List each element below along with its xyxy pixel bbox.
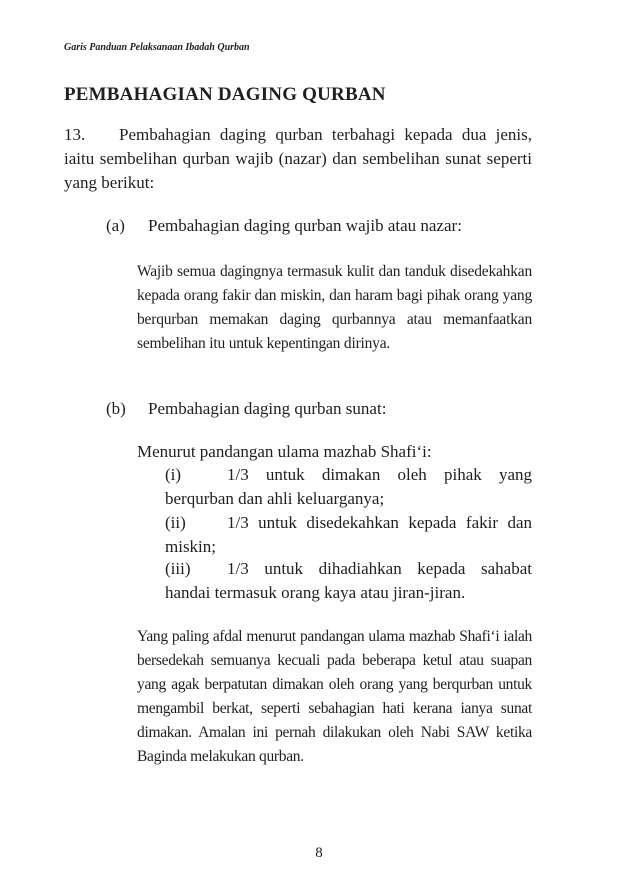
page-number: 8	[315, 845, 323, 861]
ratio-text: 1/3 untuk disedekahkan kepada fakir dan miskin;	[165, 513, 532, 556]
ratio-label: (i)	[165, 465, 182, 484]
paragraph-number: 13.	[64, 125, 86, 144]
item-b-intro: Menurut pandangan ulama mazhab Shafi‘i:	[137, 442, 432, 461]
item-b-label: (b)	[106, 399, 126, 418]
item-b-heading	[106, 397, 386, 421]
item-a-heading	[106, 214, 462, 238]
running-header: Garis Panduan Pelaksanaan Ibadah Qurban	[64, 42, 250, 53]
item-b-heading-text: Pembahagian daging qurban sunat:	[148, 399, 387, 418]
section-title: PEMBAHAGIAN DAGING QURBAN	[64, 84, 386, 105]
item-b-closing-text: Yang paling afdal menurut pandangan ulama mazhab Shafi‘i ialah bersedekah semuanya kecuali pada beberapa ketul atau suapan yang agak berpatutan dimakan oleh orang yang berqurban untuk mengambil berkat, seperti sebahagian hati kerana ianya sunat dimakan. Amalan ini pernah dilakukan oleh Nabi SAW ketika Baginda melakukan qurban.	[137, 628, 532, 765]
ratio-item	[165, 463, 532, 511]
item-a-text: Wajib semua dagingnya termasuk kulit dan tanduk disedekahkan kepada orang fakir dan miskin, dan haram bagi pihak orang yang berqurban memakan daging qurbannya atau memanfaatkan sembelihan itu untuk kepentingan dirinya.	[137, 263, 532, 352]
item-a-label: (a)	[106, 216, 125, 235]
ratio-label: (ii)	[165, 513, 186, 532]
ratio-text: 1/3 untuk dimakan oleh pihak yang berqurban dan ahli keluarganya;	[165, 465, 532, 508]
ratio-label: (iii)	[165, 559, 191, 578]
paragraph-text: Pembahagian daging qurban terbahagi kepada dua jenis, iaitu sembelihan qurban wajib (nazar) dan sembelihan sunat seperti yang berikut:	[64, 125, 532, 192]
ratio-item	[165, 557, 532, 605]
item-a-heading-text: Pembahagian daging qurban wajib atau nazar:	[148, 216, 462, 235]
paragraph-13	[64, 123, 532, 195]
ratio-text: 1/3 untuk dihadiahkan kepada sahabat handai termasuk orang kaya atau jiran-jiran.	[165, 559, 532, 602]
ratio-item	[165, 511, 532, 559]
